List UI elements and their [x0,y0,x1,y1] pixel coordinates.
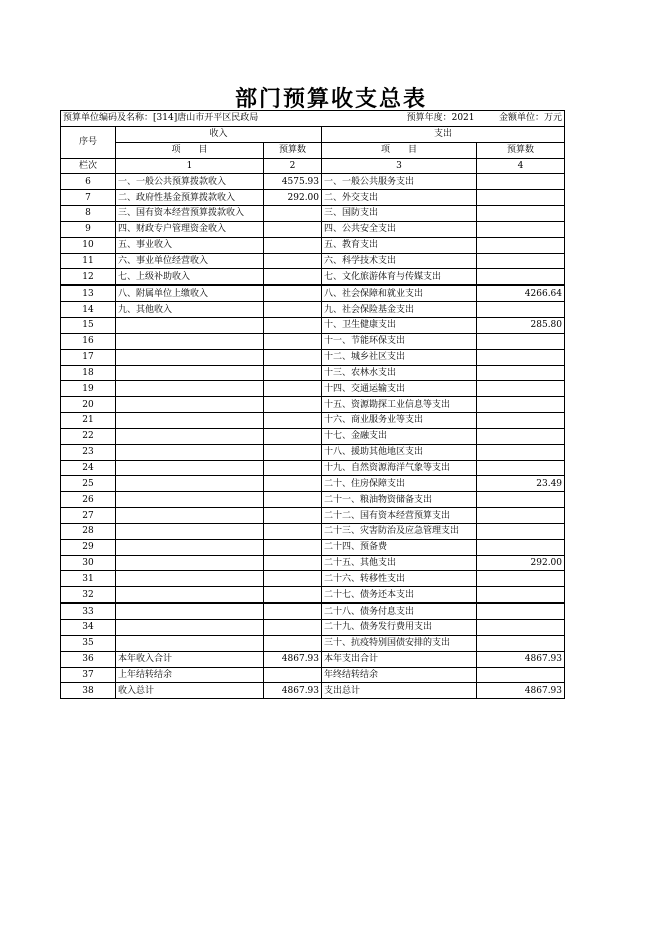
expense-amount [477,444,565,460]
income-amount [264,444,322,460]
expense-item: 本年支出合计 [322,651,477,667]
expense-amount [477,381,565,397]
expense-amount [477,397,565,413]
expense-item: 二十三、灾害防治及应急管理支出 [322,523,477,539]
income-amount: 4867.93 [264,683,322,699]
seq-header: 序号 [61,126,116,158]
table-row [61,539,565,555]
row-number: 8 [61,206,116,222]
income-item [116,571,264,587]
table-row [61,269,565,285]
amount-unit-label: 金额单位：万元 [477,111,565,127]
expense-item: 十六、商业服务业等支出 [322,413,477,429]
income-amount [264,349,322,365]
row-number: 20 [61,397,116,413]
expense-item: 二十七、债务还本支出 [322,587,477,603]
income-item: 上年结转结余 [116,667,264,683]
header-row-1 [61,126,565,142]
row-number: 34 [61,620,116,636]
row-number: 12 [61,269,116,285]
expense-amount [477,667,565,683]
expense-item: 九、社会保险基金支出 [322,302,477,318]
expense-item: 二十、住房保障支出 [322,476,477,492]
table-row [61,349,565,365]
expense-amount: 285.80 [477,317,565,333]
income-amount [264,206,322,222]
table-row [61,620,565,636]
expense-amount [477,206,565,222]
income-amount [264,620,322,636]
expense-item: 十三、农林水支出 [322,365,477,381]
row-number: 17 [61,349,116,365]
table-row [61,587,565,603]
row-number: 38 [61,683,116,699]
expense-amount [477,349,565,365]
expense-amount [477,237,565,253]
expense-amount: 4266.64 [477,285,565,301]
expense-item: 二十八、债务付息支出 [322,603,477,619]
income-amount [264,603,322,619]
income-item [116,635,264,651]
income-item: 收入总计 [116,683,264,699]
table-row [61,635,565,651]
row-number: 37 [61,667,116,683]
expense-item: 二十六、转移性支出 [322,571,477,587]
expense-item: 十八、援助其他地区支出 [322,444,477,460]
income-header: 收入 [116,126,322,142]
table-row [61,603,565,619]
table-row [61,365,565,381]
table-row [61,492,565,508]
income-item: 九、其他收入 [116,302,264,318]
table-row [61,523,565,539]
income-amount [264,237,322,253]
expense-amount: 4867.93 [477,683,565,699]
row-number: 9 [61,221,116,237]
expense-amount [477,492,565,508]
income-amount [264,333,322,349]
income-amount [264,492,322,508]
income-item: 四、财政专户管理资金收入 [116,221,264,237]
row-number: 33 [61,603,116,619]
table-row [61,413,565,429]
col-index-3: 3 [322,158,477,174]
income-amount [264,523,322,539]
income-item: 三、国有资本经营预算拨款收入 [116,206,264,222]
row-number: 25 [61,476,116,492]
year-label: 预算年度：2021 [322,111,477,127]
income-amount [264,460,322,476]
expense-item: 一、一般公共服务支出 [322,174,477,190]
table-row [61,221,565,237]
expense-amount [477,302,565,318]
income-amount [264,635,322,651]
row-number: 7 [61,190,116,206]
income-item [116,381,264,397]
expense-item: 二、外交支出 [322,190,477,206]
income-item-header: 项 目 [116,142,264,158]
income-item [116,476,264,492]
page-title: 部门预算收支总表 [234,87,427,112]
expense-amount [477,413,565,429]
row-number: 14 [61,302,116,318]
expense-amount: 23.49 [477,476,565,492]
income-amount [264,587,322,603]
income-amount [264,397,322,413]
row-number: 26 [61,492,116,508]
income-amount [264,555,322,571]
income-budget-header: 预算数 [264,142,322,158]
expense-item: 八、社会保障和就业支出 [322,285,477,301]
row-number: 11 [61,253,116,269]
income-amount [264,667,322,683]
income-amount [264,428,322,444]
table-row [61,571,565,587]
expense-item: 十七、金融支出 [322,428,477,444]
income-item [116,539,264,555]
income-amount [264,571,322,587]
table-row [61,683,565,699]
row-number: 18 [61,365,116,381]
income-item [116,460,264,476]
expense-item: 十、卫生健康支出 [322,317,477,333]
table-row [61,381,565,397]
expense-item: 二十五、其他支出 [322,555,477,571]
table-row [61,190,565,206]
table-row [61,428,565,444]
meta-row [61,111,565,127]
table-row [61,285,565,301]
income-item [116,397,264,413]
income-amount [264,413,322,429]
row-number: 24 [61,460,116,476]
expense-amount [477,603,565,619]
expense-item: 二十二、国有资本经营预算支出 [322,508,477,524]
expense-amount [477,253,565,269]
header-row-2 [61,142,565,158]
income-item [116,508,264,524]
income-amount [264,253,322,269]
expense-item: 七、文化旅游体育与传媒支出 [322,269,477,285]
expense-item: 年终结转结余 [322,667,477,683]
expense-amount [477,523,565,539]
income-amount: 4867.93 [264,651,322,667]
income-item [116,555,264,571]
expense-amount [477,460,565,476]
expense-amount [477,539,565,555]
expense-amount [477,269,565,285]
expense-amount [477,620,565,636]
expense-amount [477,428,565,444]
row-number: 35 [61,635,116,651]
row-number: 16 [61,333,116,349]
expense-item: 十二、城乡社区支出 [322,349,477,365]
income-item [116,413,264,429]
table-row [61,508,565,524]
income-item: 五、事业收入 [116,237,264,253]
row-number: 29 [61,539,116,555]
expense-item: 十九、自然资源海洋气象等支出 [322,460,477,476]
income-item: 二、政府性基金预算拨款收入 [116,190,264,206]
table-row [61,302,565,318]
budget-sheet [60,110,564,699]
expense-item-header: 项 目 [322,142,477,158]
unit-label: 预算单位编码及名称：[314]唐山市开平区民政局 [61,111,322,127]
income-item [116,620,264,636]
income-item [116,492,264,508]
row-number: 28 [61,523,116,539]
expense-item: 十五、资源勘探工业信息等支出 [322,397,477,413]
income-item [116,428,264,444]
table-row [61,476,565,492]
income-item: 八、附属单位上缴收入 [116,285,264,301]
table-row [61,444,565,460]
row-number: 21 [61,413,116,429]
expense-amount [477,587,565,603]
expense-amount [477,365,565,381]
income-item [116,603,264,619]
income-item [116,317,264,333]
income-amount [264,221,322,237]
expense-header: 支出 [322,126,565,142]
expense-budget-header: 预算数 [477,142,565,158]
col-index-4: 4 [477,158,565,174]
income-item: 本年收入合计 [116,651,264,667]
income-amount [264,539,322,555]
income-item [116,349,264,365]
table-row [61,317,565,333]
expense-amount: 4867.93 [477,651,565,667]
table-row [61,333,565,349]
expense-item: 支出总计 [322,683,477,699]
expense-item: 二十九、债务发行费用支出 [322,620,477,636]
income-item [116,365,264,381]
expense-amount [477,174,565,190]
expense-amount: 292.00 [477,555,565,571]
row-number: 13 [61,285,116,301]
table-row [61,397,565,413]
income-item [116,587,264,603]
expense-amount [477,635,565,651]
income-item [116,523,264,539]
expense-item: 二十四、预备费 [322,539,477,555]
row-number: 27 [61,508,116,524]
income-amount [264,302,322,318]
expense-item: 三十、抗疫特别国债安排的支出 [322,635,477,651]
row-number: 6 [61,174,116,190]
income-item: 六、事业单位经营收入 [116,253,264,269]
table-row [61,174,565,190]
income-amount [264,508,322,524]
expense-item: 三、国防支出 [322,206,477,222]
expense-amount [477,190,565,206]
row-number: 23 [61,444,116,460]
row-number: 15 [61,317,116,333]
income-amount: 292.00 [264,190,322,206]
row-number: 10 [61,237,116,253]
column-index-row [61,158,565,174]
row-number: 36 [61,651,116,667]
expense-item: 十四、交通运输支出 [322,381,477,397]
expense-amount [477,221,565,237]
row-number: 32 [61,587,116,603]
table-row [61,253,565,269]
income-item [116,444,264,460]
expense-item: 五、教育支出 [322,237,477,253]
expense-amount [477,333,565,349]
col-index-2: 2 [264,158,322,174]
income-item: 七、上级补助收入 [116,269,264,285]
expense-item: 六、科学技术支出 [322,253,477,269]
table-row [61,651,565,667]
expense-item: 四、公共安全支出 [322,221,477,237]
row-number: 30 [61,555,116,571]
row-number: 22 [61,428,116,444]
income-amount [264,317,322,333]
income-item [116,333,264,349]
income-amount [264,285,322,301]
income-amount [264,476,322,492]
table-row [61,555,565,571]
col-index-label: 栏次 [61,158,116,174]
table-row [61,460,565,476]
income-amount [264,269,322,285]
expense-amount [477,508,565,524]
col-index-1: 1 [116,158,264,174]
table-row [61,237,565,253]
income-amount [264,381,322,397]
income-amount: 4575.93 [264,174,322,190]
row-number: 31 [61,571,116,587]
expense-item: 十一、节能环保支出 [322,333,477,349]
budget-table [60,110,565,699]
expense-item: 二十一、粮油物资储备支出 [322,492,477,508]
table-row [61,667,565,683]
expense-amount [477,571,565,587]
table-row [61,206,565,222]
row-number: 19 [61,381,116,397]
income-amount [264,365,322,381]
income-item: 一、一般公共预算拨款收入 [116,174,264,190]
